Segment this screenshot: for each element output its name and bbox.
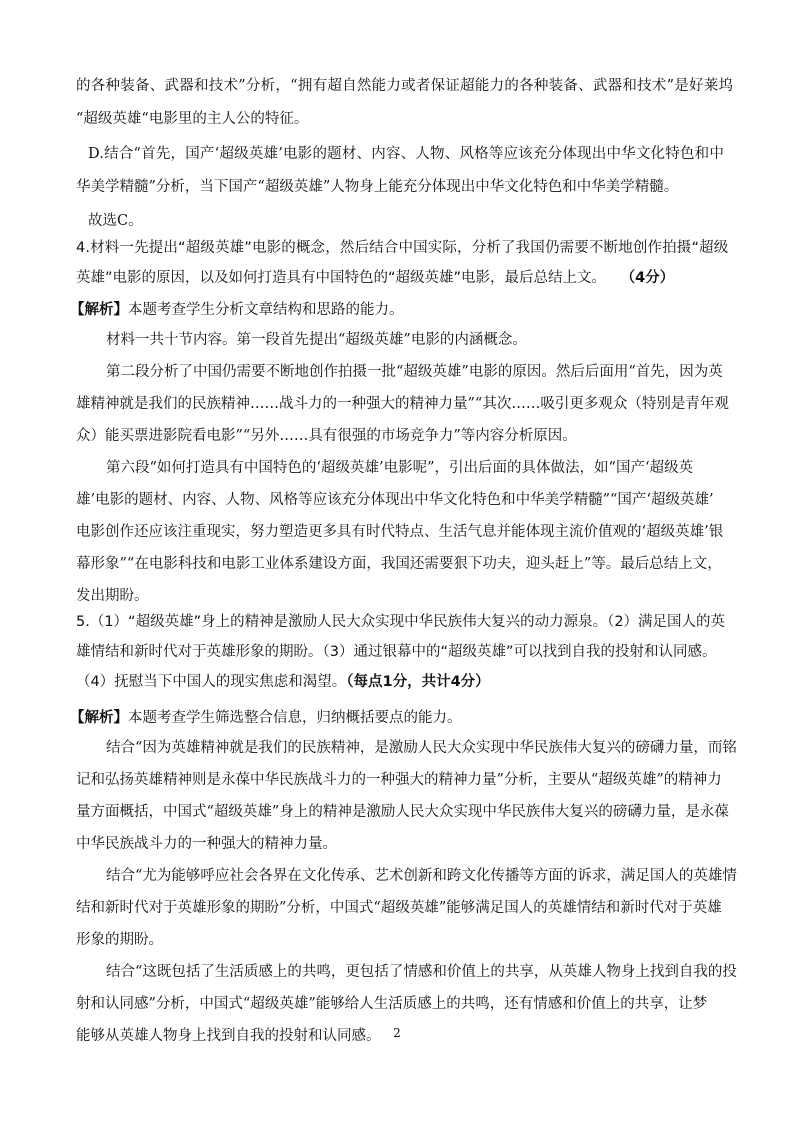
text-segment: 本题考查学生分析文章结构和思路的能力。 [128,302,404,318]
text-segment: 英雄”电影的原因，以及如何打造具有中国特色的“超级英雄”电影，最后总结上文。 [76,270,607,286]
analysis-tag: 【解析】 [70,301,128,318]
analysis-tag: 【解析】 [70,709,128,726]
analysis-heading [70,300,404,320]
text-segment: （4）抚慰当下中国人的现实焦虑和渴望。 [76,674,347,690]
text-line: 能够从英雄人物身上找到自我的投射和认同感。 [76,1028,381,1044]
answer-line [76,211,143,231]
paragraph [76,738,737,854]
text-line [70,708,462,728]
text-line: 雄精神就是我们的民族精神……战斗力的一种强大的精神力量”“其次……吸引更多观众（特别是青年观 [76,396,729,412]
text-line: 记和弘扬英雄精神则是永葆中华民族战斗力的一种强大的精神力量”分析，主要从“超级英雄”的精神力 [76,772,722,788]
text-line: 的各种装备、武器和技术”分析，“拥有超自然能力或者保证超能力的各种装备、武器和技术”是好莱坞 [76,78,734,94]
text-line: 结合“因为英雄精神就是我们的民族精神，是激励人民大众实现中华民族伟大复兴的磅礴力量，而铭 [106,740,737,756]
analysis-heading [70,708,462,728]
text-line: 中华民族战斗力的一种强大的精神力量。 [76,836,337,852]
text-line: 众）能买票进影院看电影”“另外……具有很强的市场竞争力”等内容分析原因。 [76,428,577,444]
text-line [76,672,725,692]
score-note: （4分） [620,270,675,286]
text-segment: 本题考查学生筛选整合信息，归纳概括要点的能力。 [128,710,462,726]
text-line: 发出期盼。 [76,588,149,604]
text-line: 华美学精髓”分析，当下国产“超级英雄”人物身上能充分体现出中华文化特色和中华美学精髓。 [76,179,679,195]
text-line: 材料一共十节内容。第一段首先提出“超级英雄”电影的内涵概念。 [106,332,527,348]
text-line: 结合“这既包括了生活质感上的共鸣，更包括了情感和价值上的共享，从英雄人物身上找到自我的投 [106,964,737,980]
text-line [70,300,404,320]
paragraph [76,330,527,350]
text-line: 电影创作还应该注重现实，努力塑造更多具有时代特点、生活气息并能体现主流价值观的‘超级英雄’银 [76,524,724,540]
text-line: 故选C。 [88,213,143,229]
text-line: 射和认同感”分析，中国式“超级英雄”能够给人生活质感上的共鸣，还有情感和价值上的共享，让梦 [76,996,708,1012]
option-d-analysis [76,144,724,197]
text-line: 5.（1）“超级英雄”身上的精神是激励人民大众实现中华民族伟大复兴的动力源泉。（2）满足国人的英 [76,614,726,630]
text-line [76,268,728,288]
page-number: 2 [393,1026,401,1040]
text-line: 第二段分析了中国仍需要不断地创作拍摄一批“超级英雄”电影的原因。然后后面用“首先，因为英 [106,364,723,380]
text-line: 雄情结和新时代对于英雄形象的期盼。（3）通过银幕中的“超级英雄”可以找到自我的投射和认同感。 [76,644,717,660]
paragraph [76,866,737,950]
text-line: 量方面概括，中国式“超级英雄”身上的精神是激励人民大众实现中华民族伟大复兴的磅礴力量，是永葆 [76,804,729,820]
text-line: “超级英雄“电影里的主人公的特征。 [76,111,309,127]
paragraph [76,362,729,446]
paragraph [76,458,723,606]
text-line: 形象的期盼。 [76,932,163,948]
question-4-answer [76,238,728,288]
option-c-continuation [76,76,733,129]
text-line: 雄’电影的题材、内容、人物、风格等应该充分体现出中华文化特色和中华美学精髓”“国产‘超级英雄’ [76,492,714,508]
text-line: 第六段“如何打造具有中国特色的‘超级英雄’电影呢”，引出后面的具体做法，如“国产‘超级英 [106,460,694,476]
question-5-answer [76,612,725,692]
text-line: 结合“尤为能够呼应社会各界在文化传承、艺术创新和跨文化传播等方面的诉求，满足国人的英雄情 [106,868,737,884]
text-line: 4.材料一先提出“超级英雄”电影的概念，然后结合中国实际，分析了我国仍需要不断地创作拍摄“超级 [76,240,729,256]
text-line: 幕形象”“在电影科技和电影工业体系建设方面，我国还需要狠下功夫，迎头赶上”等。最后总结上文， [76,556,722,572]
score-note: （每点1分，共计4分） [346,674,490,690]
text-line: 结和新时代对于英雄形象的期盼”分析，中国式“超级英雄”能够满足国人的英雄情结和新时代对于英雄 [76,900,722,916]
text-line: D.结合“首先，国产‘超级英雄’电影的题材、内容、人物、风格等应该充分体现出中华文化特色和中 [88,146,725,162]
